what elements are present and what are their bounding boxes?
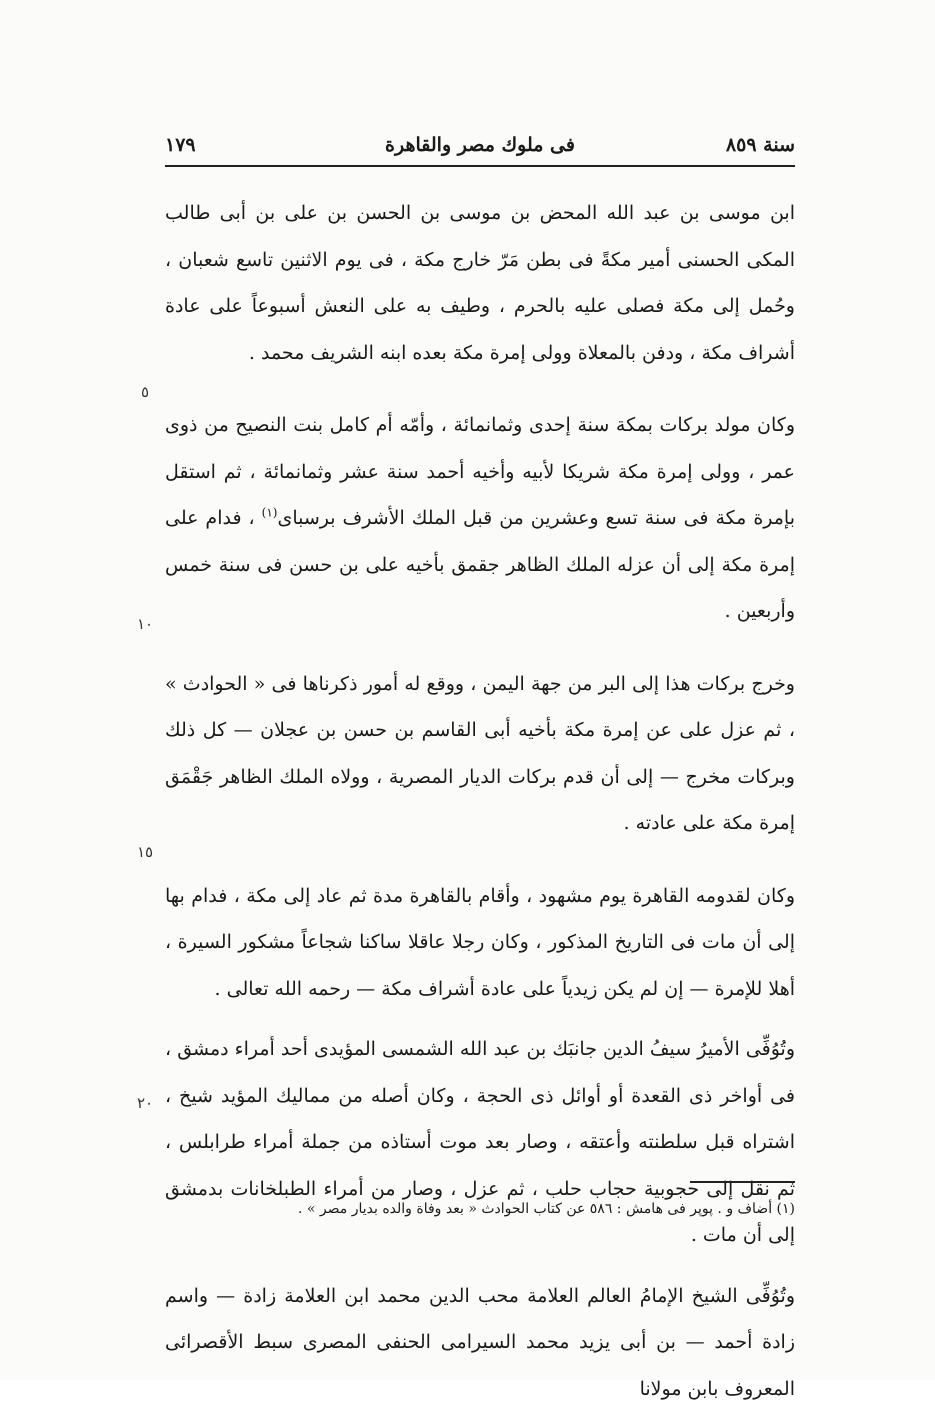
page-number: ١٧٩: [165, 128, 196, 162]
margin-line-number-10: ١٠: [130, 615, 160, 633]
footnote-rule: [690, 1181, 795, 1183]
paragraph-text: وكان مولد بركات بمكة سنة إحدى وثمانمائة ، وأمّه أم كامل بنت النصيح من ذوى عمر ، وولى إمرة مكة شريكا لأبيه وأخيه أحمد سنة عشر وثمانمائة ، ثم استقل بإمرة مكة فى سنة تسع وعشرين من قبل الملك الأشرف برسباى: [165, 414, 795, 529]
footnote: (١) أضاف و . پوپر فى هامش : ٥٨٦ عن كتاب الحوادث « بعد وفاة والده بديار مصر » .: [165, 1198, 795, 1220]
paragraph: وكان لقدومه القاهرة يوم مشهود ، وأقام بالقاهرة مدة ثم عاد إلى مكة ، فدام بها إلى أن مات فى التاريخ المذكور ، وكان رجلا عاقلا ساكنا شجاعاً مشكور السيرة ، أهلا للإمرة — إن لم يكن زيدياً على عادة أشراف مكة — رحمه الله تعالى .: [165, 873, 795, 1013]
footnote-marker: (١): [262, 506, 278, 520]
paragraph: وتُوُفِّى الشيخ الإمامُ العالم العلامة محب الدين محمد ابن العلامة زادة — واسم زادة أحمد — بن أبى يزيد محمد السيرامى الحنفى المصرى سبط الأقصرائى المعروف بابن مولانا: [165, 1273, 795, 1412]
paragraph-text: ، فدام على إمرة مكة إلى أن عزله الملك الظاهر جقمق بأخيه على بن حسن فى سنة خمس وأربعين .: [165, 507, 795, 622]
header-year: سنة ٨٥٩: [726, 128, 795, 162]
header-rule: [165, 165, 795, 167]
body-text: [165, 190, 795, 1412]
margin-line-number-20: ٢٠: [130, 1094, 160, 1112]
margin-line-number-15: ١٥: [130, 843, 160, 861]
running-header: [165, 128, 795, 162]
header-title: فى ملوك مصر والقاهرة: [165, 128, 795, 162]
paragraph: وتُوُفِّى الأميرُ سيفُ الدين جانبَك بن عبد الله الشمسى المؤيدى أحد أمراء دمشق ، فى أواخر ذى القعدة أو أوائل ذى الحجة ، وكان أصله من مماليك المؤيد شيخ ، اشتراه قبل سلطنته وأعتقه ، وصار بعد موت أستاذه من جملة أمراء طرابلس ، ثم نقل إلى حجوبية حجاب حلب ، ثم عزل ، وصار من أمراء الطبلخانات بدمشق إلى أن مات .: [165, 1026, 795, 1259]
paragraph: وخرج بركات هذا إلى البر من جهة اليمن ، ووقع له أمور ذكرناها فى « الحوادث » ، ثم عزل على عن إمرة مكة بأخيه أبى القاسم بن حسن بن عجلان — كل ذلك وبركات مخرج — إلى أن قدم بركات الديار المصرية ، وولاه الملك الظاهر جَقْمَق إمرة مكة على عادته .: [165, 661, 795, 847]
margin-line-number-5: ٥: [130, 383, 160, 401]
paragraph: [165, 402, 795, 635]
paragraph: ابن موسى بن عبد الله المحض بن موسى بن الحسن بن على بن أبى طالب المكى الحسنى أمير مكةً فى بطن مَرّ خارج مكة ، فى يوم الاثنين تاسع شعبان ، وحُمل إلى مكة فصلى عليه بالحرم ، وطيف به على النعش أسبوعاً على عادة أشراف مكة ، ودفن بالمعلاة وولى إمرة مكة بعده ابنه الشريف محمد .: [165, 190, 795, 376]
